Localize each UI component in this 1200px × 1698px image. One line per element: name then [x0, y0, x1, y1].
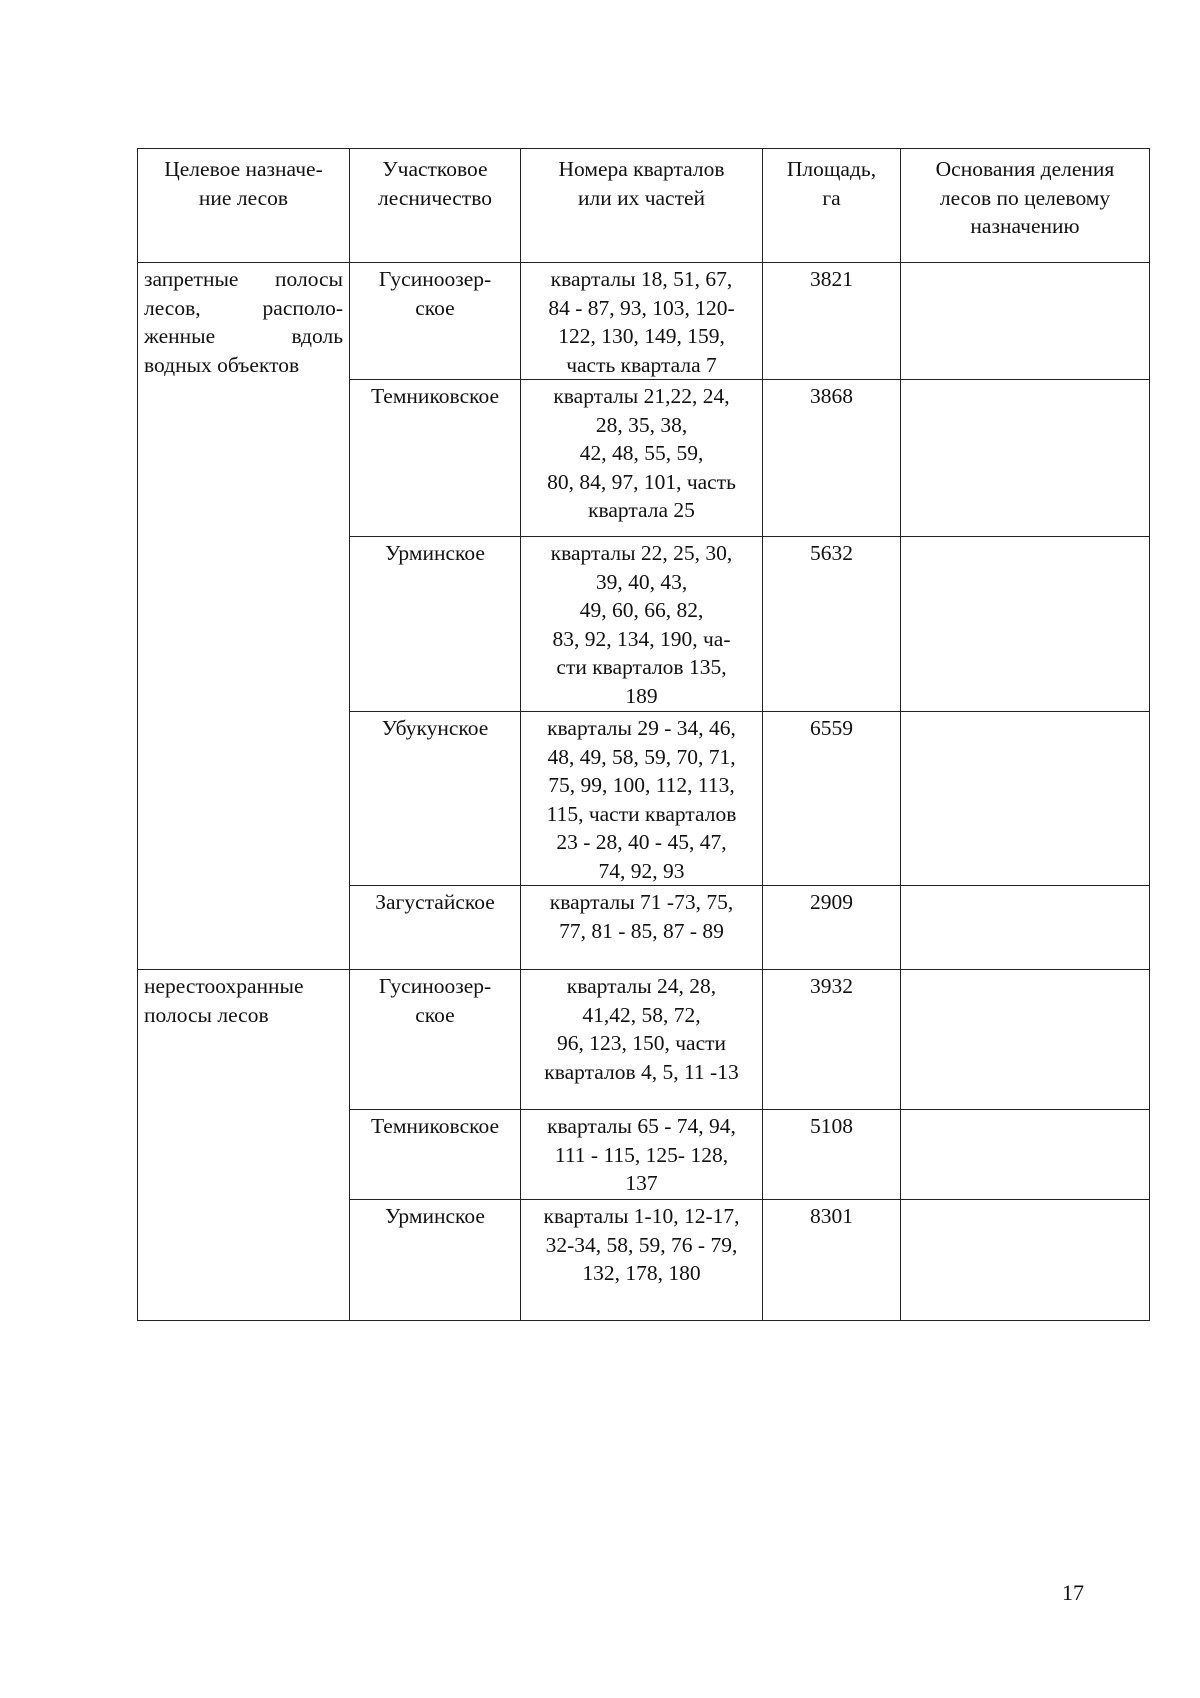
area-cell: 3821 [763, 263, 901, 380]
page-number: 17 [1062, 1580, 1084, 1605]
basis-cell [901, 537, 1150, 712]
area-cell: 8301 [763, 1200, 901, 1321]
area-cell: 2909 [763, 886, 901, 970]
forestry-cell: Убукунское [350, 712, 521, 886]
quarters-cell: кварталы 18, 51, 67, 84 - 87, 93, 103, 120- 122, 130, 149, 159, часть квартала 7 [521, 263, 763, 380]
header-forestry: Участковое лесничество [350, 149, 521, 263]
forestry-cell: Гусиноозер- ское [350, 970, 521, 1110]
quarters-cell: кварталы 24, 28, 41,42, 58, 72, 96, 123, 150, части кварталов 4, 5, 11 -13 [521, 970, 763, 1110]
forest-purpose-table [137, 148, 1150, 1321]
quarters-cell: кварталы 65 - 74, 94, 111 - 115, 125- 128, 137 [521, 1110, 763, 1200]
header-area: Площадь, га [763, 149, 901, 263]
table-row [138, 263, 1150, 380]
basis-cell [901, 263, 1150, 380]
area-cell: 3868 [763, 380, 901, 537]
basis-cell [901, 712, 1150, 886]
table-row [138, 970, 1150, 1110]
forestry-cell: Темниковское [350, 1110, 521, 1200]
quarters-cell: кварталы 1-10, 12-17, 32-34, 58, 59, 76 - 79, 132, 178, 180 [521, 1200, 763, 1321]
area-cell: 5632 [763, 537, 901, 712]
basis-cell [901, 380, 1150, 537]
quarters-cell: кварталы 21,22, 24, 28, 35, 38, 42, 48, 55, 59, 80, 84, 97, 101, часть квартала 25 [521, 380, 763, 537]
basis-cell [901, 1200, 1150, 1321]
basis-cell [901, 1110, 1150, 1200]
table-header-row [138, 149, 1150, 263]
purpose-cell-protective-strips: запретные полосы лесов, располо- женные вдоль водных объектов [138, 263, 350, 970]
header-basis: Основания деления лесов по целевому назначению [901, 149, 1150, 263]
area-cell: 3932 [763, 970, 901, 1110]
area-cell: 6559 [763, 712, 901, 886]
header-purpose: Целевое назначе- ние лесов [138, 149, 350, 263]
basis-cell [901, 886, 1150, 970]
forestry-cell: Загустайское [350, 886, 521, 970]
quarters-cell: кварталы 71 -73, 75, 77, 81 - 85, 87 - 89 [521, 886, 763, 970]
forestry-cell: Урминское [350, 537, 521, 712]
quarters-cell: кварталы 29 - 34, 46, 48, 49, 58, 59, 70, 71, 75, 99, 100, 112, 113, 115, части кварталов 23 - 28, 40 - 45, 47, 74, 92, 93 [521, 712, 763, 886]
area-cell: 5108 [763, 1110, 901, 1200]
quarters-cell: кварталы 22, 25, 30, 39, 40, 43, 49, 60, 66, 82, 83, 92, 134, 190, ча- сти кварталов 135, 189 [521, 537, 763, 712]
basis-cell [901, 970, 1150, 1110]
header-quarters: Номера кварталов или их частей [521, 149, 763, 263]
purpose-cell-spawning-strips: нерестоохранные полосы лесов [138, 970, 350, 1321]
forestry-cell: Урминское [350, 1200, 521, 1321]
forestry-cell: Темниковское [350, 380, 521, 537]
forestry-cell: Гусиноозер- ское [350, 263, 521, 380]
